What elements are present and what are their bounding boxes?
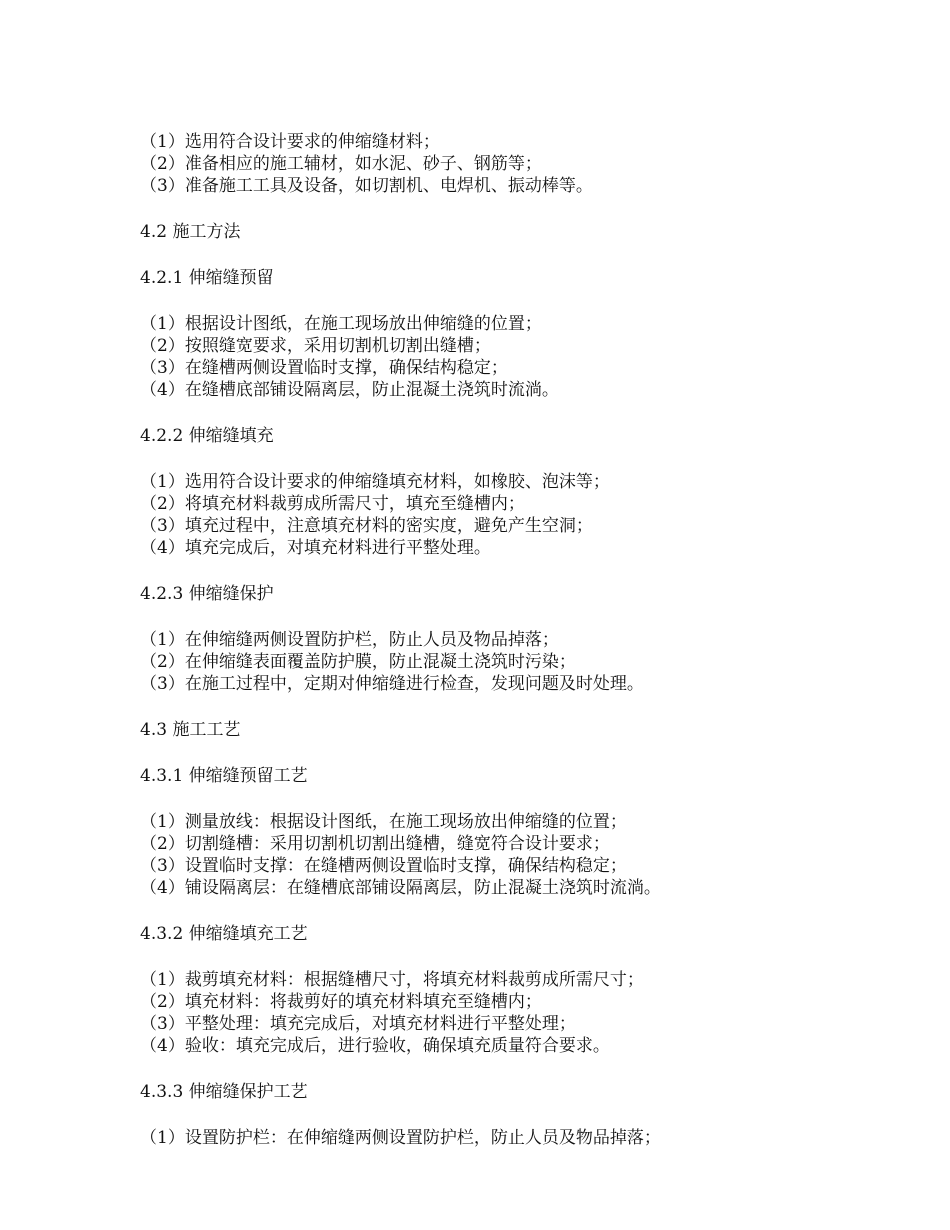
spacer (140, 401, 920, 425)
spacer (140, 605, 920, 629)
list-item: （4）验收：填充完成后，进行验收，确保填充质量符合要求。 (140, 1036, 610, 1056)
list-item: （3）在施工过程中，定期对伸缩缝进行检查，发现问题及时处理。 (140, 674, 644, 694)
spacer (140, 741, 920, 765)
section-list-4-3-2 (140, 969, 920, 1057)
section-heading-4-3-3: 4.3.3 伸缩缝保护工艺 (140, 1082, 308, 1102)
spacer (140, 197, 920, 221)
list-item: （2）准备相应的施工辅材，如水泥、砂子、钢筋等； (140, 154, 542, 174)
list-item: （1）在伸缩缝两侧设置防护栏，防止人员及物品掉落； (140, 630, 559, 650)
spacer (140, 945, 920, 969)
list-item: （4）填充完成后，对填充材料进行平整处理。 (140, 538, 491, 558)
section-list-4-3-1 (140, 811, 920, 899)
section-heading-4-2: 4.2 施工方法 (140, 222, 241, 242)
section-heading-4-2-1: 4.2.1 伸缩缝预留 (140, 268, 274, 288)
list-item: （3）在缝槽两侧设置临时支撑，确保结构稳定； (140, 358, 508, 378)
section-heading-4-3: 4.3 施工工艺 (140, 720, 241, 740)
list-item: （3）平整处理：填充完成后，对填充材料进行平整处理； (140, 1014, 576, 1034)
list-item: （3）准备施工工具及设备，如切割机、电焊机、振动棒等。 (140, 176, 593, 196)
list-item: （4）在缝槽底部铺设隔离层，防止混凝土浇筑时流淌。 (140, 380, 559, 400)
spacer (140, 899, 920, 923)
section-heading-4-3-1: 4.3.1 伸缩缝预留工艺 (140, 766, 308, 786)
spacer (140, 1103, 920, 1127)
list-item: （2）将填充材料裁剪成所需尺寸，填充至缝槽内； (140, 494, 525, 514)
spacer (140, 559, 920, 583)
list-item: （2）切割缝槽：采用切割机切割出缝槽，缝宽符合设计要求； (140, 834, 610, 854)
list-item: （2）按照缝宽要求，采用切割机切割出缝槽； (140, 336, 491, 356)
intro-list (140, 131, 920, 197)
section-list-4-2-2 (140, 471, 920, 559)
list-item: （1）选用符合设计要求的伸缩缝填充材料，如橡胶、泡沫等； (140, 472, 610, 492)
list-item: （2）在伸缩缝表面覆盖防护膜，防止混凝土浇筑时污染； (140, 652, 576, 672)
list-item: （1）测量放线：根据设计图纸，在施工现场放出伸缩缝的位置； (140, 812, 627, 832)
section-heading-4-2-3: 4.2.3 伸缩缝保护 (140, 584, 274, 604)
section-heading-4-3-2: 4.3.2 伸缩缝填充工艺 (140, 924, 308, 944)
list-item: （1）选用符合设计要求的伸缩缝材料； (140, 132, 440, 152)
spacer (140, 243, 920, 267)
spacer (140, 787, 920, 811)
spacer (140, 1057, 920, 1081)
section-heading-4-2-2: 4.2.2 伸缩缝填充 (140, 426, 274, 446)
list-item: （1）设置防护栏：在伸缩缝两侧设置防护栏，防止人员及物品掉落； (140, 1128, 661, 1148)
list-item: （2）填充材料：将裁剪好的填充材料填充至缝槽内； (140, 992, 542, 1012)
section-list-4-2-3 (140, 629, 920, 695)
spacer (140, 447, 920, 471)
spacer (140, 695, 920, 719)
section-list-4-3-3 (140, 1127, 920, 1149)
list-item: （1）裁剪填充材料：根据缝槽尺寸，将填充材料裁剪成所需尺寸； (140, 970, 644, 990)
list-item: （1）根据设计图纸，在施工现场放出伸缩缝的位置； (140, 314, 542, 334)
spacer (140, 289, 920, 313)
list-item: （4）铺设隔离层：在缝槽底部铺设隔离层，防止混凝土浇筑时流淌。 (140, 878, 661, 898)
document-body (140, 131, 920, 1149)
section-list-4-2-1 (140, 313, 920, 401)
list-item: （3）填充过程中，注意填充材料的密实度，避免产生空洞； (140, 516, 593, 536)
list-item: （3）设置临时支撑：在缝槽两侧设置临时支撑，确保结构稳定； (140, 856, 627, 876)
